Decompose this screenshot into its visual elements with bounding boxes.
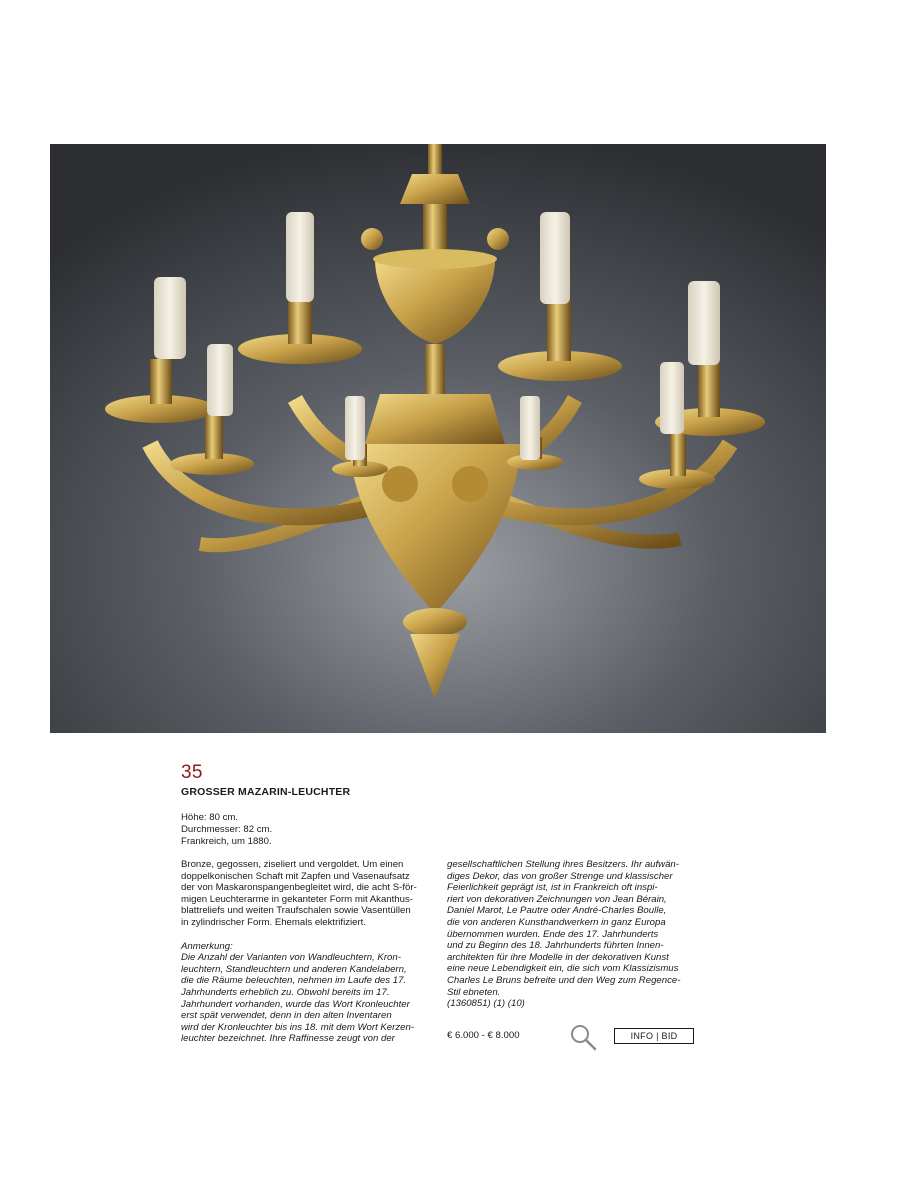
chandelier-photo: [50, 144, 826, 733]
magnifier-icon[interactable]: [569, 1023, 597, 1051]
note-line: die von anderen Kunsthandwerkern in ganz Europa: [447, 916, 666, 928]
description-line: doppelkonischen Schaft mit Zapfen und Vasenaufsatz: [181, 870, 410, 882]
note-line: Daniel Marot, Le Pautre oder André-Charles Boulle,: [447, 905, 667, 917]
note-line: riert von dekorativen Zeichnungen von Jean Bérain,: [447, 893, 667, 905]
price-estimate: € 6.000 - € 8.000: [447, 1030, 520, 1041]
spec-height: Höhe: 80 cm.: [181, 812, 239, 823]
note-line: Jahrhunderts erheblich zu. Obwohl bereits im 17.: [181, 986, 390, 998]
note-line: und zu Beginn des 18. Jahrhunderts führten Innen-: [447, 940, 664, 952]
note-line: leuchtern, Standleuchtern und anderen Kandelabern,: [181, 963, 407, 975]
lot-specs: [181, 812, 272, 848]
lot-title: GROSSER MAZARIN-LEUCHTER: [181, 786, 351, 798]
note-line: erst spät verwendet, denn in den alten Inventaren: [181, 1010, 392, 1022]
description-line: blattreliefs und weiten Traufschalen sowie Vasentüllen: [181, 905, 411, 917]
lot-number: 35: [181, 762, 203, 783]
note-heading: Anmerkung:: [181, 940, 233, 952]
description-line: der von Maskaronspangenbegleitet wird, die acht S-för-: [181, 882, 417, 894]
note-line: diges Dekor, das von großer Strenge und klassischer: [447, 870, 673, 882]
description-line: Bronze, gegossen, ziseliert und vergoldet. Um einen: [181, 859, 404, 870]
note-line: gesellschaftlichen Stellung ihres Besitzers. Ihr aufwän-: [447, 859, 679, 870]
note-line: übernommen wurden. Ende des 17. Jahrhunderts: [447, 928, 659, 940]
spec-diameter: Durchmesser: 82 cm.: [181, 824, 273, 835]
note-line: eine neue Lebendigkeit ein, die sich vom Klassizismus: [447, 963, 679, 975]
info-bid-button[interactable]: INFO | BID: [614, 1028, 694, 1044]
note-line: Stil ebneten.: [447, 986, 501, 998]
note-line: Charles Le Bruns befreite und den Weg zum Regence-: [447, 974, 681, 986]
note-line: Feierlichkeit geprägt ist, ist in Frankreich oft inspi-: [447, 882, 658, 894]
note-line: leuchter bezeichnet. Ihre Raffinesse zeugt von der: [181, 1033, 395, 1045]
description-line: in zylindrischer Form. Ehemals elektrifiziert.: [181, 916, 366, 928]
note-line: Die Anzahl der Varianten von Wandleuchtern, Kron-: [181, 952, 401, 964]
catalog-reference: (1360851) (1) (10): [447, 998, 525, 1010]
spec-origin: Frankreich, um 1880.: [181, 836, 272, 847]
note-line: architekten für ihre Modelle in der dekorativen Kunst: [447, 951, 669, 963]
description-line: migen Leuchterarme in gekanteter Form mit Akanthus-: [181, 893, 413, 905]
note-line: die die Räume beleuchten, nehmen im Laufe des 17.: [181, 975, 407, 987]
description-column-right: [447, 859, 699, 1010]
note-line: wird der Kronleuchter bis ins 18. mit dem Wort Kerzen-: [181, 1021, 414, 1033]
description-column-left: [181, 859, 433, 1045]
note-line: Jahrhundert vorhanden, wurde das Wort Kronleuchter: [181, 998, 410, 1010]
